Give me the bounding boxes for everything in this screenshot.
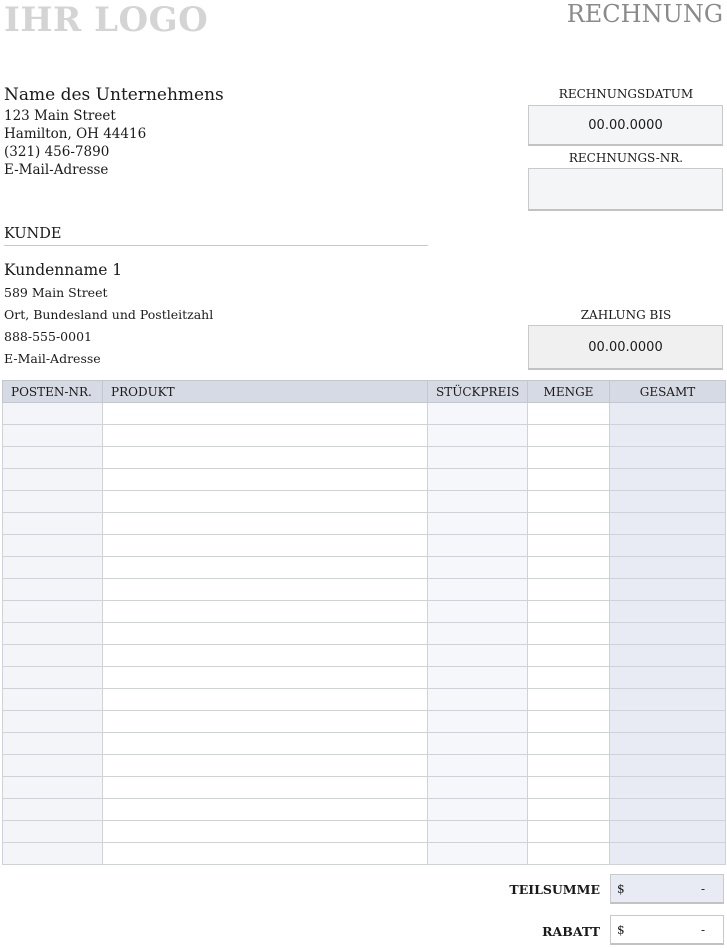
unit-price-cell[interactable] [428, 513, 528, 535]
item-no-cell[interactable] [3, 579, 103, 601]
quantity-cell[interactable] [528, 799, 610, 821]
total-cell[interactable] [610, 513, 726, 535]
total-cell[interactable] [610, 491, 726, 513]
unit-price-cell[interactable] [428, 447, 528, 469]
quantity-cell[interactable] [528, 425, 610, 447]
subtotal-currency: $ [617, 881, 625, 896]
product-cell[interactable] [103, 579, 428, 601]
unit-price-cell[interactable] [428, 843, 528, 865]
quantity-cell[interactable] [528, 843, 610, 865]
quantity-cell[interactable] [528, 491, 610, 513]
product-cell[interactable] [103, 821, 428, 843]
total-cell[interactable] [610, 711, 726, 733]
unit-price-cell[interactable] [428, 425, 528, 447]
quantity-cell[interactable] [528, 755, 610, 777]
total-cell[interactable] [610, 425, 726, 447]
line-items-body [3, 403, 726, 865]
quantity-cell[interactable] [528, 579, 610, 601]
table-row [3, 645, 726, 667]
table-row [3, 689, 726, 711]
column-header-quantity: MENGE [528, 381, 610, 403]
discount-field[interactable] [610, 915, 724, 945]
quantity-cell[interactable] [528, 623, 610, 645]
table-row [3, 447, 726, 469]
total-cell[interactable] [610, 689, 726, 711]
table-row [3, 535, 726, 557]
unit-price-cell[interactable] [428, 645, 528, 667]
total-cell[interactable] [610, 843, 726, 865]
item-no-cell[interactable] [3, 711, 103, 733]
item-no-cell[interactable] [3, 733, 103, 755]
invoice-number-field[interactable] [528, 168, 723, 211]
client-street: 589 Main Street [4, 285, 108, 300]
table-row [3, 755, 726, 777]
unit-price-cell[interactable] [428, 711, 528, 733]
discount-value: - [700, 922, 705, 937]
product-cell[interactable] [103, 711, 428, 733]
table-row [3, 579, 726, 601]
product-cell[interactable] [103, 645, 428, 667]
total-cell[interactable] [610, 447, 726, 469]
company-name: Name des Unternehmens [4, 85, 224, 105]
quantity-cell[interactable] [528, 601, 610, 623]
company-phone: (321) 456-7890 [4, 144, 110, 160]
unit-price-cell[interactable] [428, 689, 528, 711]
quantity-cell[interactable] [528, 777, 610, 799]
total-cell[interactable] [610, 601, 726, 623]
product-cell[interactable] [103, 491, 428, 513]
unit-price-cell[interactable] [428, 623, 528, 645]
item-no-cell[interactable] [3, 777, 103, 799]
total-cell[interactable] [610, 777, 726, 799]
product-cell[interactable] [103, 425, 428, 447]
company-city: Hamilton, OH 44416 [4, 126, 147, 142]
product-cell[interactable] [103, 777, 428, 799]
client-section-heading: KUNDE [4, 226, 428, 246]
client-phone: 888-555-0001 [4, 329, 92, 344]
column-header-item-no: POSTEN-NR. [3, 381, 103, 403]
unit-price-cell[interactable] [428, 821, 528, 843]
client-city: Ort, Bundesland und Postleitzahl [4, 307, 214, 322]
quantity-cell[interactable] [528, 667, 610, 689]
unit-price-cell[interactable] [428, 535, 528, 557]
total-cell[interactable] [610, 733, 726, 755]
discount-label: RABATT [542, 924, 600, 939]
unit-price-cell[interactable] [428, 403, 528, 425]
product-cell[interactable] [103, 535, 428, 557]
total-cell[interactable] [610, 469, 726, 491]
total-cell[interactable] [610, 645, 726, 667]
invoice-date-label: RECHNUNGSDATUM [558, 87, 694, 101]
product-cell[interactable] [103, 557, 428, 579]
logo-placeholder: IHR LOGO [4, 0, 209, 40]
table-row [3, 513, 726, 535]
unit-price-cell[interactable] [428, 755, 528, 777]
table-row [3, 777, 726, 799]
total-cell[interactable] [610, 403, 726, 425]
item-no-cell[interactable] [3, 601, 103, 623]
product-cell[interactable] [103, 469, 428, 491]
item-no-cell[interactable] [3, 799, 103, 821]
product-cell[interactable] [103, 513, 428, 535]
quantity-cell[interactable] [528, 733, 610, 755]
unit-price-cell[interactable] [428, 557, 528, 579]
line-items-table [2, 380, 726, 865]
subtotal-label: TEILSUMME [509, 882, 600, 897]
invoice-number-label: RECHNUNGS-NR. [568, 151, 684, 165]
client-email: E-Mail-Adresse [4, 351, 101, 366]
item-no-cell[interactable] [3, 557, 103, 579]
item-no-cell[interactable] [3, 425, 103, 447]
quantity-cell[interactable] [528, 645, 610, 667]
quantity-cell[interactable] [528, 403, 610, 425]
product-cell[interactable] [103, 623, 428, 645]
product-cell[interactable] [103, 601, 428, 623]
item-no-cell[interactable] [3, 755, 103, 777]
quantity-cell[interactable] [528, 821, 610, 843]
total-cell[interactable] [610, 755, 726, 777]
total-cell[interactable] [610, 821, 726, 843]
item-no-cell[interactable] [3, 821, 103, 843]
quantity-cell[interactable] [528, 469, 610, 491]
unit-price-cell[interactable] [428, 777, 528, 799]
invoice-date-field[interactable]: 00.00.0000 [528, 105, 723, 146]
item-no-cell[interactable] [3, 469, 103, 491]
due-date-field[interactable]: 00.00.0000 [528, 325, 723, 370]
product-cell[interactable] [103, 843, 428, 865]
total-cell[interactable] [610, 535, 726, 557]
discount-currency: $ [617, 922, 625, 937]
total-cell[interactable] [610, 557, 726, 579]
client-name: Kundenname 1 [4, 261, 123, 279]
unit-price-cell[interactable] [428, 491, 528, 513]
column-header-product: PRODUKT [103, 381, 428, 403]
subtotal-field[interactable] [610, 874, 724, 904]
quantity-cell[interactable] [528, 447, 610, 469]
table-row [3, 667, 726, 689]
column-header-total: GESAMT [610, 381, 726, 403]
quantity-cell[interactable] [528, 535, 610, 557]
table-row [3, 733, 726, 755]
table-row [3, 403, 726, 425]
table-row [3, 711, 726, 733]
product-cell[interactable] [103, 403, 428, 425]
product-cell[interactable] [103, 667, 428, 689]
item-no-cell[interactable] [3, 645, 103, 667]
unit-price-cell[interactable] [428, 733, 528, 755]
column-header-unit-price: STÜCKPREIS [428, 381, 528, 403]
table-row [3, 557, 726, 579]
item-no-cell[interactable] [3, 535, 103, 557]
item-no-cell[interactable] [3, 689, 103, 711]
company-email: E-Mail-Adresse [4, 162, 109, 178]
item-no-cell[interactable] [3, 403, 103, 425]
product-cell[interactable] [103, 755, 428, 777]
product-cell[interactable] [103, 799, 428, 821]
unit-price-cell[interactable] [428, 469, 528, 491]
unit-price-cell[interactable] [428, 799, 528, 821]
table-row [3, 469, 726, 491]
table-header-row [3, 381, 726, 403]
due-date-label: ZAHLUNG BIS [580, 308, 672, 322]
table-row [3, 821, 726, 843]
quantity-cell[interactable] [528, 513, 610, 535]
table-row [3, 425, 726, 447]
unit-price-cell[interactable] [428, 601, 528, 623]
product-cell[interactable] [103, 689, 428, 711]
item-no-cell[interactable] [3, 491, 103, 513]
item-no-cell[interactable] [3, 447, 103, 469]
product-cell[interactable] [103, 733, 428, 755]
unit-price-cell[interactable] [428, 579, 528, 601]
item-no-cell[interactable] [3, 513, 103, 535]
subtotal-value: - [700, 881, 705, 896]
item-no-cell[interactable] [3, 843, 103, 865]
product-cell[interactable] [103, 447, 428, 469]
total-cell[interactable] [610, 623, 726, 645]
total-cell[interactable] [610, 799, 726, 821]
quantity-cell[interactable] [528, 689, 610, 711]
quantity-cell[interactable] [528, 711, 610, 733]
table-row [3, 623, 726, 645]
unit-price-cell[interactable] [428, 667, 528, 689]
item-no-cell[interactable] [3, 667, 103, 689]
table-row [3, 799, 726, 821]
item-no-cell[interactable] [3, 623, 103, 645]
table-row [3, 491, 726, 513]
document-title: RECHNUNG [566, 0, 723, 28]
quantity-cell[interactable] [528, 557, 610, 579]
table-row [3, 601, 726, 623]
total-cell[interactable] [610, 667, 726, 689]
company-street: 123 Main Street [4, 108, 116, 124]
table-row [3, 843, 726, 865]
total-cell[interactable] [610, 579, 726, 601]
